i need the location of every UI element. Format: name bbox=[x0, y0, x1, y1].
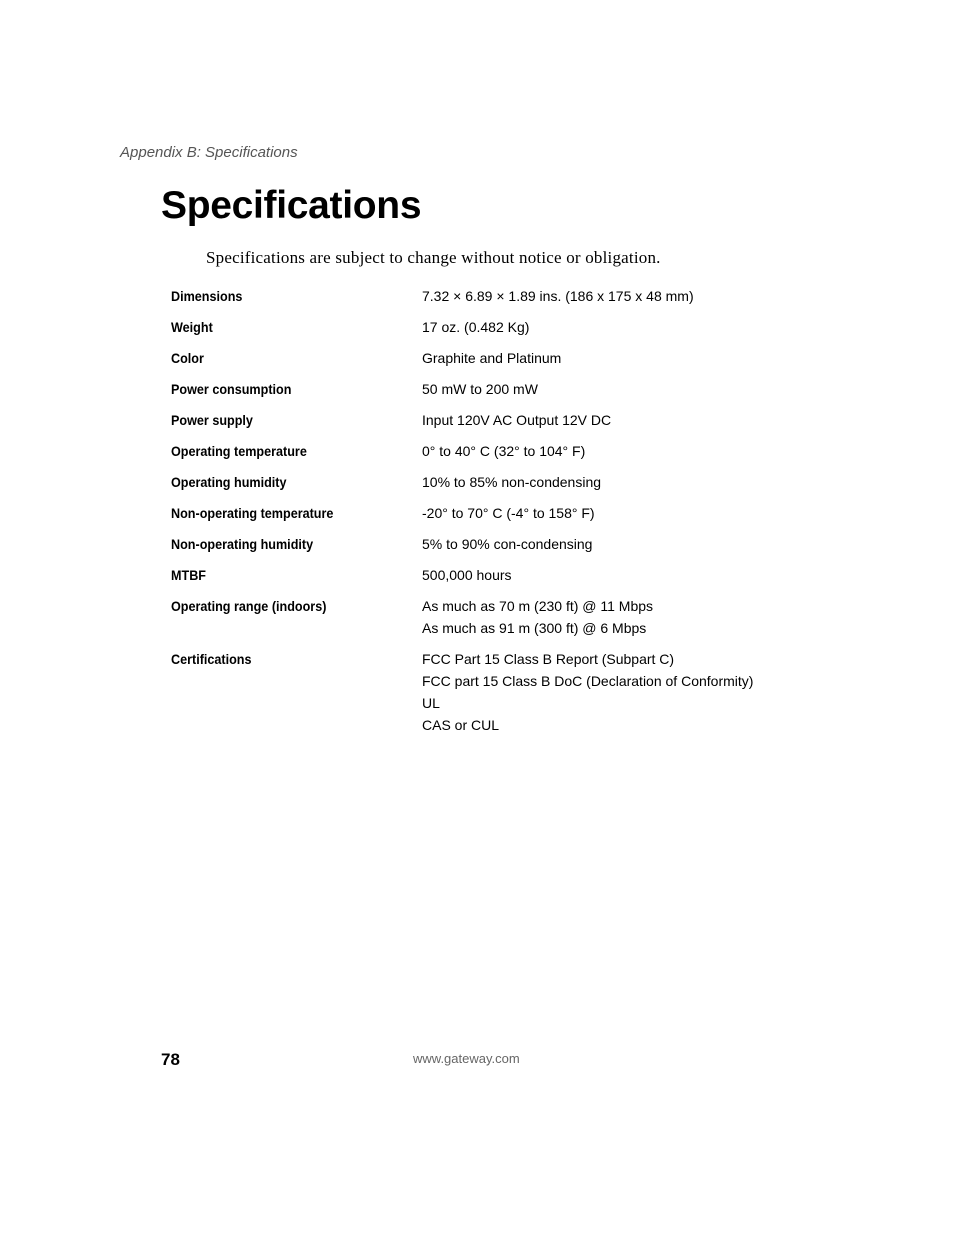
spec-label: Power supply bbox=[171, 412, 253, 428]
spec-row-operating-temperature bbox=[171, 440, 791, 462]
spec-row-certifications bbox=[171, 648, 791, 736]
spec-row-color bbox=[171, 347, 791, 369]
spec-values bbox=[422, 648, 791, 736]
spec-value: CAS or CUL bbox=[422, 717, 500, 733]
spec-value: 0° to 40° C (32° to 104° F) bbox=[422, 443, 586, 459]
spec-values bbox=[422, 595, 791, 639]
spec-values bbox=[422, 533, 791, 555]
spec-row-power-consumption bbox=[171, 378, 791, 400]
spec-values bbox=[422, 409, 791, 431]
spec-label: Non-operating temperature bbox=[171, 505, 334, 521]
spec-value: FCC Part 15 Class B Report (Subpart C) bbox=[422, 651, 675, 667]
spec-value: 10% to 85% non-condensing bbox=[422, 474, 602, 490]
spec-label: Operating range (indoors) bbox=[171, 598, 327, 614]
spec-values bbox=[422, 502, 791, 524]
spec-values bbox=[422, 285, 791, 307]
spec-row-non-operating-humidity bbox=[171, 533, 791, 555]
spec-values bbox=[422, 378, 791, 400]
intro-text: Specifications are subject to change without notice or obligation. bbox=[206, 248, 661, 267]
spec-value: 50 mW to 200 mW bbox=[422, 381, 538, 397]
spec-row-dimensions bbox=[171, 285, 791, 307]
spec-value: Graphite and Platinum bbox=[422, 350, 562, 366]
spec-value: As much as 91 m (300 ft) @ 6 Mbps bbox=[422, 620, 647, 636]
footer-url: www.gateway.com bbox=[413, 1051, 520, 1066]
spec-row-operating-humidity bbox=[171, 471, 791, 493]
spec-value: -20° to 70° C (-4° to 158° F) bbox=[422, 505, 595, 521]
spec-label: Non-operating humidity bbox=[171, 536, 314, 552]
spec-label: Operating temperature bbox=[171, 443, 307, 459]
spec-values bbox=[422, 347, 791, 369]
specifications-table bbox=[171, 285, 791, 745]
spec-values bbox=[422, 564, 791, 586]
spec-value: UL bbox=[422, 695, 440, 711]
spec-row-power-supply bbox=[171, 409, 791, 431]
spec-label: Weight bbox=[171, 319, 213, 335]
spec-values bbox=[422, 440, 791, 462]
spec-value: Input 120V AC Output 12V DC bbox=[422, 412, 612, 428]
spec-value: 5% to 90% con-condensing bbox=[422, 536, 593, 552]
spec-label: MTBF bbox=[171, 567, 207, 583]
spec-values bbox=[422, 471, 791, 493]
spec-label: Certifications bbox=[171, 651, 252, 667]
page-title: Specifications bbox=[161, 184, 422, 227]
spec-label: Dimensions bbox=[171, 288, 243, 304]
spec-value: 500,000 hours bbox=[422, 567, 512, 583]
spec-values bbox=[422, 316, 791, 338]
spec-row-non-operating-temperature bbox=[171, 502, 791, 524]
spec-value: As much as 70 m (230 ft) @ 11 Mbps bbox=[422, 598, 654, 614]
spec-value: FCC part 15 Class B DoC (Declaration of Conformity) bbox=[422, 673, 754, 689]
spec-value: 17 oz. (0.482 Kg) bbox=[422, 319, 530, 335]
spec-row-operating-range bbox=[171, 595, 791, 639]
spec-label: Color bbox=[171, 350, 204, 366]
spec-row-mtbf bbox=[171, 564, 791, 586]
page-number: 78 bbox=[161, 1050, 180, 1069]
spec-label: Operating humidity bbox=[171, 474, 287, 490]
running-head: Appendix B: Specifications bbox=[120, 144, 298, 161]
spec-value: 7.32 × 6.89 × 1.89 ins. (186 x 175 x 48 mm) bbox=[422, 288, 694, 304]
spec-row-weight bbox=[171, 316, 791, 338]
spec-label: Power consumption bbox=[171, 381, 292, 397]
